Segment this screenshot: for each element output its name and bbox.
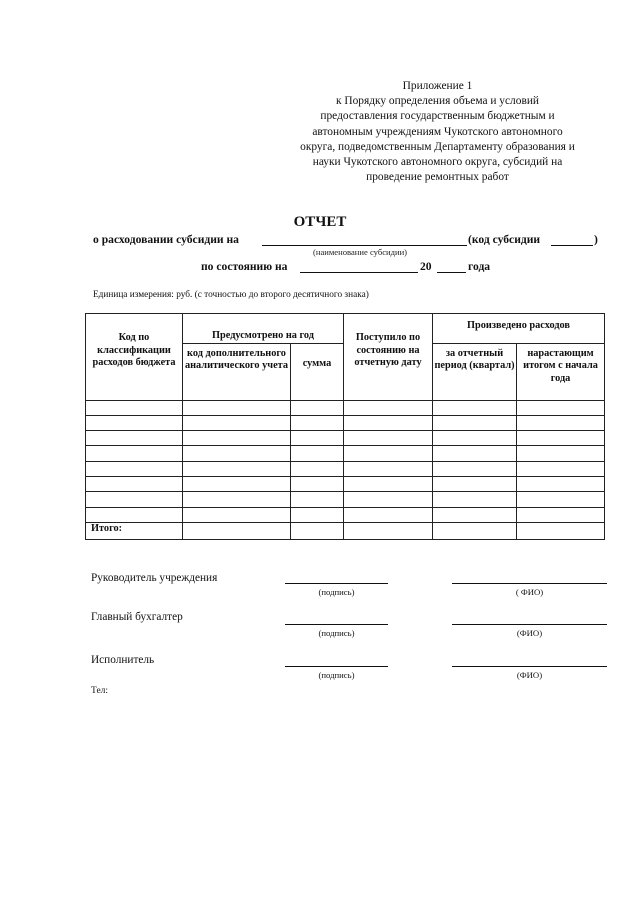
subsidy-code-close: ) (594, 233, 598, 246)
table-cell[interactable] (291, 446, 344, 461)
table-cell[interactable] (517, 431, 605, 446)
table-cell[interactable] (291, 461, 344, 476)
head-label: Руководитель учреждения (91, 572, 218, 584)
table-cell[interactable] (517, 446, 605, 461)
head-signature-line[interactable] (285, 583, 388, 584)
head-name-line[interactable] (452, 583, 607, 584)
executor-name-line[interactable] (452, 666, 607, 667)
table-row (86, 400, 605, 415)
table-cell[interactable] (517, 492, 605, 507)
col-period-header: за отчетный период (квартал) (433, 343, 517, 400)
table-cell[interactable] (183, 415, 291, 430)
as-of-date-field[interactable] (300, 261, 418, 273)
table-cell[interactable] (433, 507, 517, 522)
table-cell[interactable] (291, 400, 344, 415)
appendix-line: автономным учреждениям Чукотского автономного (312, 125, 563, 138)
table-cell[interactable] (183, 492, 291, 507)
table-cell[interactable] (183, 522, 291, 539)
year-field[interactable] (437, 261, 466, 273)
appendix-block (270, 79, 605, 185)
table-cell[interactable] (433, 415, 517, 430)
table-cell[interactable] (86, 507, 183, 522)
col-received-header: Поступило по состоянию на отчетную дату (344, 314, 433, 401)
table-cell[interactable] (517, 461, 605, 476)
as-of-prefix: по состоянию на (201, 260, 288, 273)
accountant-label: Главный бухгалтер (91, 611, 183, 623)
name-caption: ( ФИО) (515, 587, 544, 597)
appendix-line: округа, подведомственным Департаменту образования и (300, 140, 575, 153)
table-cell[interactable] (344, 492, 433, 507)
accountant-name-line[interactable] (452, 624, 607, 625)
table-cell[interactable] (183, 476, 291, 491)
table-cell[interactable] (344, 446, 433, 461)
tel-label: Тел: (91, 686, 109, 696)
table-cell[interactable] (183, 461, 291, 476)
subsidy-name-caption: (наименование субсидии) (313, 247, 408, 257)
table-row (86, 431, 605, 446)
table-cell[interactable] (344, 431, 433, 446)
table-cell[interactable] (433, 446, 517, 461)
table-row (86, 461, 605, 476)
appendix-line: к Порядку определения объема и условий (335, 95, 540, 108)
table-cell[interactable] (344, 522, 433, 539)
group-spent-header: Произведено расходов (433, 314, 605, 344)
table-row (86, 415, 605, 430)
table-cell[interactable] (517, 507, 605, 522)
col-cumulative-header: нарастающим итогом с начала года (517, 343, 605, 400)
table-cell[interactable] (344, 415, 433, 430)
table-cell[interactable] (433, 522, 517, 539)
subsidy-code-field[interactable] (551, 234, 593, 246)
subsidy-name-field[interactable] (262, 234, 467, 246)
total-label: Итого: (86, 522, 183, 539)
table-cell[interactable] (291, 476, 344, 491)
appendix-line: предоставления государственным бюджетным и (320, 110, 555, 123)
table-cell[interactable] (86, 400, 183, 415)
table-cell[interactable] (344, 507, 433, 522)
table-cell[interactable] (517, 415, 605, 430)
table-cell[interactable] (86, 415, 183, 430)
table-cell[interactable] (433, 476, 517, 491)
table-cell[interactable] (433, 492, 517, 507)
subsidy-prefix: о расходовании субсидии на (93, 233, 239, 246)
table-cell[interactable] (517, 522, 605, 539)
table-cell[interactable] (291, 492, 344, 507)
table-cell[interactable] (291, 522, 344, 539)
year-prefix: 20 (420, 260, 432, 273)
year-suffix: года (468, 260, 491, 273)
table-cell[interactable] (344, 461, 433, 476)
table-cell[interactable] (517, 400, 605, 415)
report-table (85, 313, 605, 540)
name-caption: (ФИО) (516, 628, 543, 638)
table-cell[interactable] (86, 492, 183, 507)
table-cell[interactable] (344, 476, 433, 491)
table-cell[interactable] (517, 476, 605, 491)
table-cell[interactable] (183, 507, 291, 522)
appendix-line: проведение ремонтных работ (366, 171, 509, 184)
accountant-signature-line[interactable] (285, 624, 388, 625)
unit-of-measure: Единица измерения: руб. (с точностью до второго десятичного знака) (93, 290, 369, 300)
table-row (86, 476, 605, 491)
table-cell[interactable] (291, 431, 344, 446)
table-cell[interactable] (433, 400, 517, 415)
table-cell[interactable] (86, 446, 183, 461)
table-row (86, 507, 605, 522)
table-cell[interactable] (86, 476, 183, 491)
appendix-line: науки Чукотского автономного округа, субсидий на (312, 156, 563, 169)
table-cell[interactable] (183, 431, 291, 446)
report-title: ОТЧЕТ (293, 214, 347, 230)
table-cell[interactable] (183, 446, 291, 461)
total-row (86, 522, 605, 539)
sign-caption: (подпись) (318, 670, 355, 680)
table-cell[interactable] (183, 400, 291, 415)
appendix-line: Приложение 1 (402, 80, 473, 92)
sign-caption: (подпись) (318, 628, 355, 638)
table-row (86, 446, 605, 461)
executor-label: Исполнитель (91, 654, 155, 666)
sign-caption: (подпись) (318, 587, 355, 597)
table-cell[interactable] (344, 400, 433, 415)
name-caption: (ФИО) (516, 670, 543, 680)
table-cell[interactable] (86, 461, 183, 476)
col-sum-header: сумма (291, 343, 344, 400)
subsidy-code-label: (код субсидии (468, 233, 541, 246)
table-row (86, 492, 605, 507)
col-analytic-code-header: код дополнительного аналитического учета (183, 343, 291, 400)
table-cell[interactable] (433, 431, 517, 446)
table-cell[interactable] (291, 507, 344, 522)
group-planned-header: Предусмотрено на год (183, 314, 344, 344)
table-cell[interactable] (86, 431, 183, 446)
table-cell[interactable] (433, 461, 517, 476)
table-cell[interactable] (291, 415, 344, 430)
executor-signature-line[interactable] (285, 666, 388, 667)
col-budget-code-header: Код по классификации расходов бюджета (86, 314, 183, 401)
